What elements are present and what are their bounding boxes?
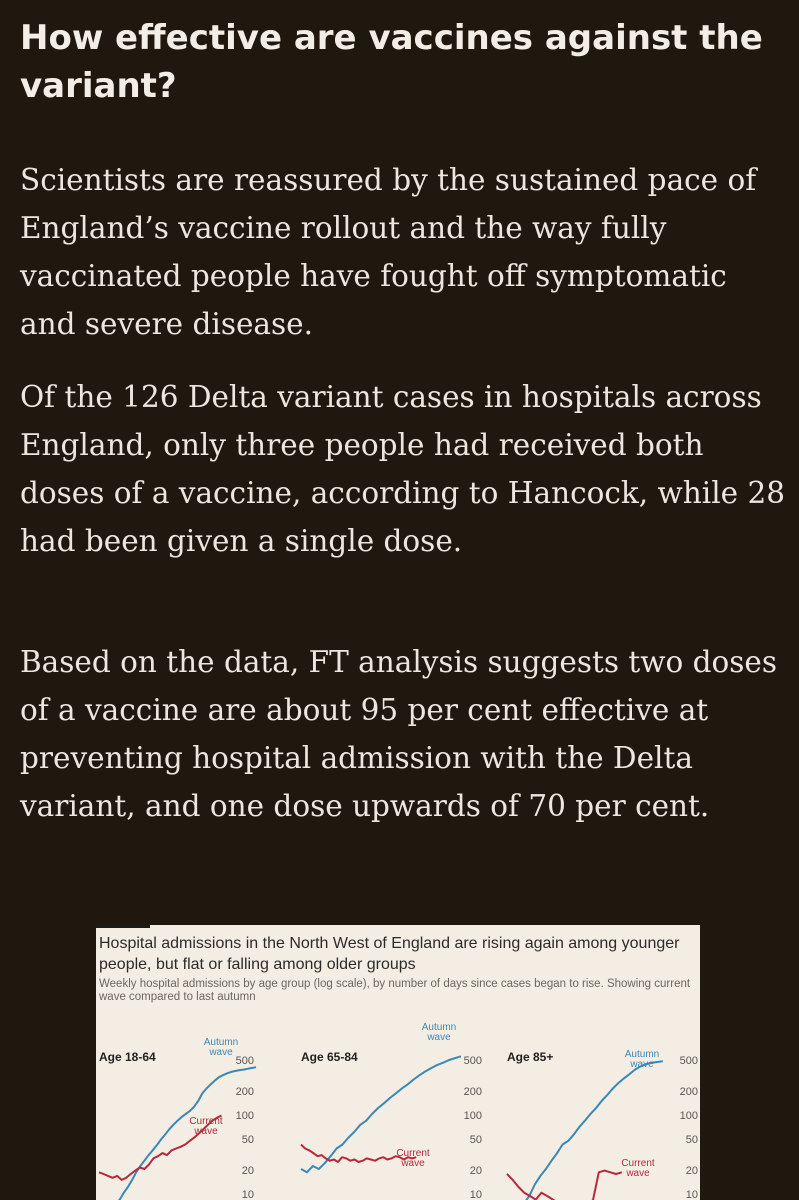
- y-tick-label: 500: [235, 1055, 254, 1067]
- chart-figure: [96, 925, 700, 1200]
- label-current-wave-18-64: Current wave: [189, 1116, 223, 1137]
- article-heading: How effective are vaccines against the variant?: [20, 18, 763, 106]
- y-tick-label: 20: [685, 1165, 698, 1178]
- autumn-wave-line: [507, 1061, 663, 1200]
- label-autumn-wave-85plus: Autumn wave: [624, 1049, 660, 1070]
- y-tick-label: 200: [235, 1086, 254, 1099]
- panel-title-18-64: Age 18-64: [99, 1050, 156, 1064]
- current-wave-line: [99, 1116, 222, 1180]
- chart-title: Hospital admissions in the North West of England are rising again among younger people, but flat or falling among older groups: [99, 935, 680, 973]
- y-tick-label: 50: [241, 1133, 254, 1146]
- chart-subtitle: Weekly hospital admissions by age group (log scale), by number of days since cases began to rise. Showing current wave compared to last autumn: [99, 978, 691, 1003]
- y-tick-label: 500: [463, 1055, 482, 1067]
- autumn-wave-line: [301, 1056, 461, 1172]
- label-current-wave-65-84: Current wave: [396, 1148, 430, 1169]
- article-paragraph: Of the 126 Delta variant cases in hospitals across England, only three people had received both doses of a vaccine, according to Hancock, while 28 had been given a single dose.: [20, 380, 786, 558]
- panel-title-65-84: Age 65-84: [301, 1050, 358, 1064]
- current-wave-line: [507, 1171, 622, 1200]
- article-paragraph: Based on the data, FT analysis suggests two doses of a vaccine are about 95 per cent effective at preventing hospital admission with the Delta variant, and one dose upwards of 70 per cent.: [20, 645, 778, 823]
- y-tick-label: 10: [685, 1189, 698, 1200]
- label-autumn-wave-65-84: Autumn wave: [421, 1022, 457, 1043]
- label-current-wave-85plus: Current wave: [621, 1158, 655, 1179]
- panel-title-85plus: Age 85+: [507, 1050, 554, 1064]
- chart-plot-area: [96, 925, 700, 1200]
- label-autumn-wave-18-64: Autumn wave: [203, 1037, 239, 1058]
- y-tick-label: 100: [235, 1110, 254, 1123]
- y-tick-label: 20: [469, 1165, 482, 1178]
- y-tick-label: 200: [463, 1086, 482, 1099]
- y-tick-label: 200: [679, 1086, 698, 1099]
- article-paragraph: Scientists are reassured by the sustained pace of England’s vaccine rollout and the way fully vaccinated people have fought off symptomatic and severe disease.: [20, 163, 757, 341]
- y-tick-label: 500: [679, 1055, 698, 1067]
- y-tick-label: 20: [241, 1165, 254, 1178]
- y-tick-label: 10: [469, 1189, 482, 1200]
- current-wave-line: [301, 1145, 416, 1163]
- y-tick-label: 100: [463, 1110, 482, 1123]
- y-tick-label: 50: [469, 1133, 482, 1146]
- y-tick-label: 10: [241, 1189, 254, 1200]
- y-tick-label: 50: [685, 1133, 698, 1146]
- y-tick-label: 100: [679, 1110, 698, 1123]
